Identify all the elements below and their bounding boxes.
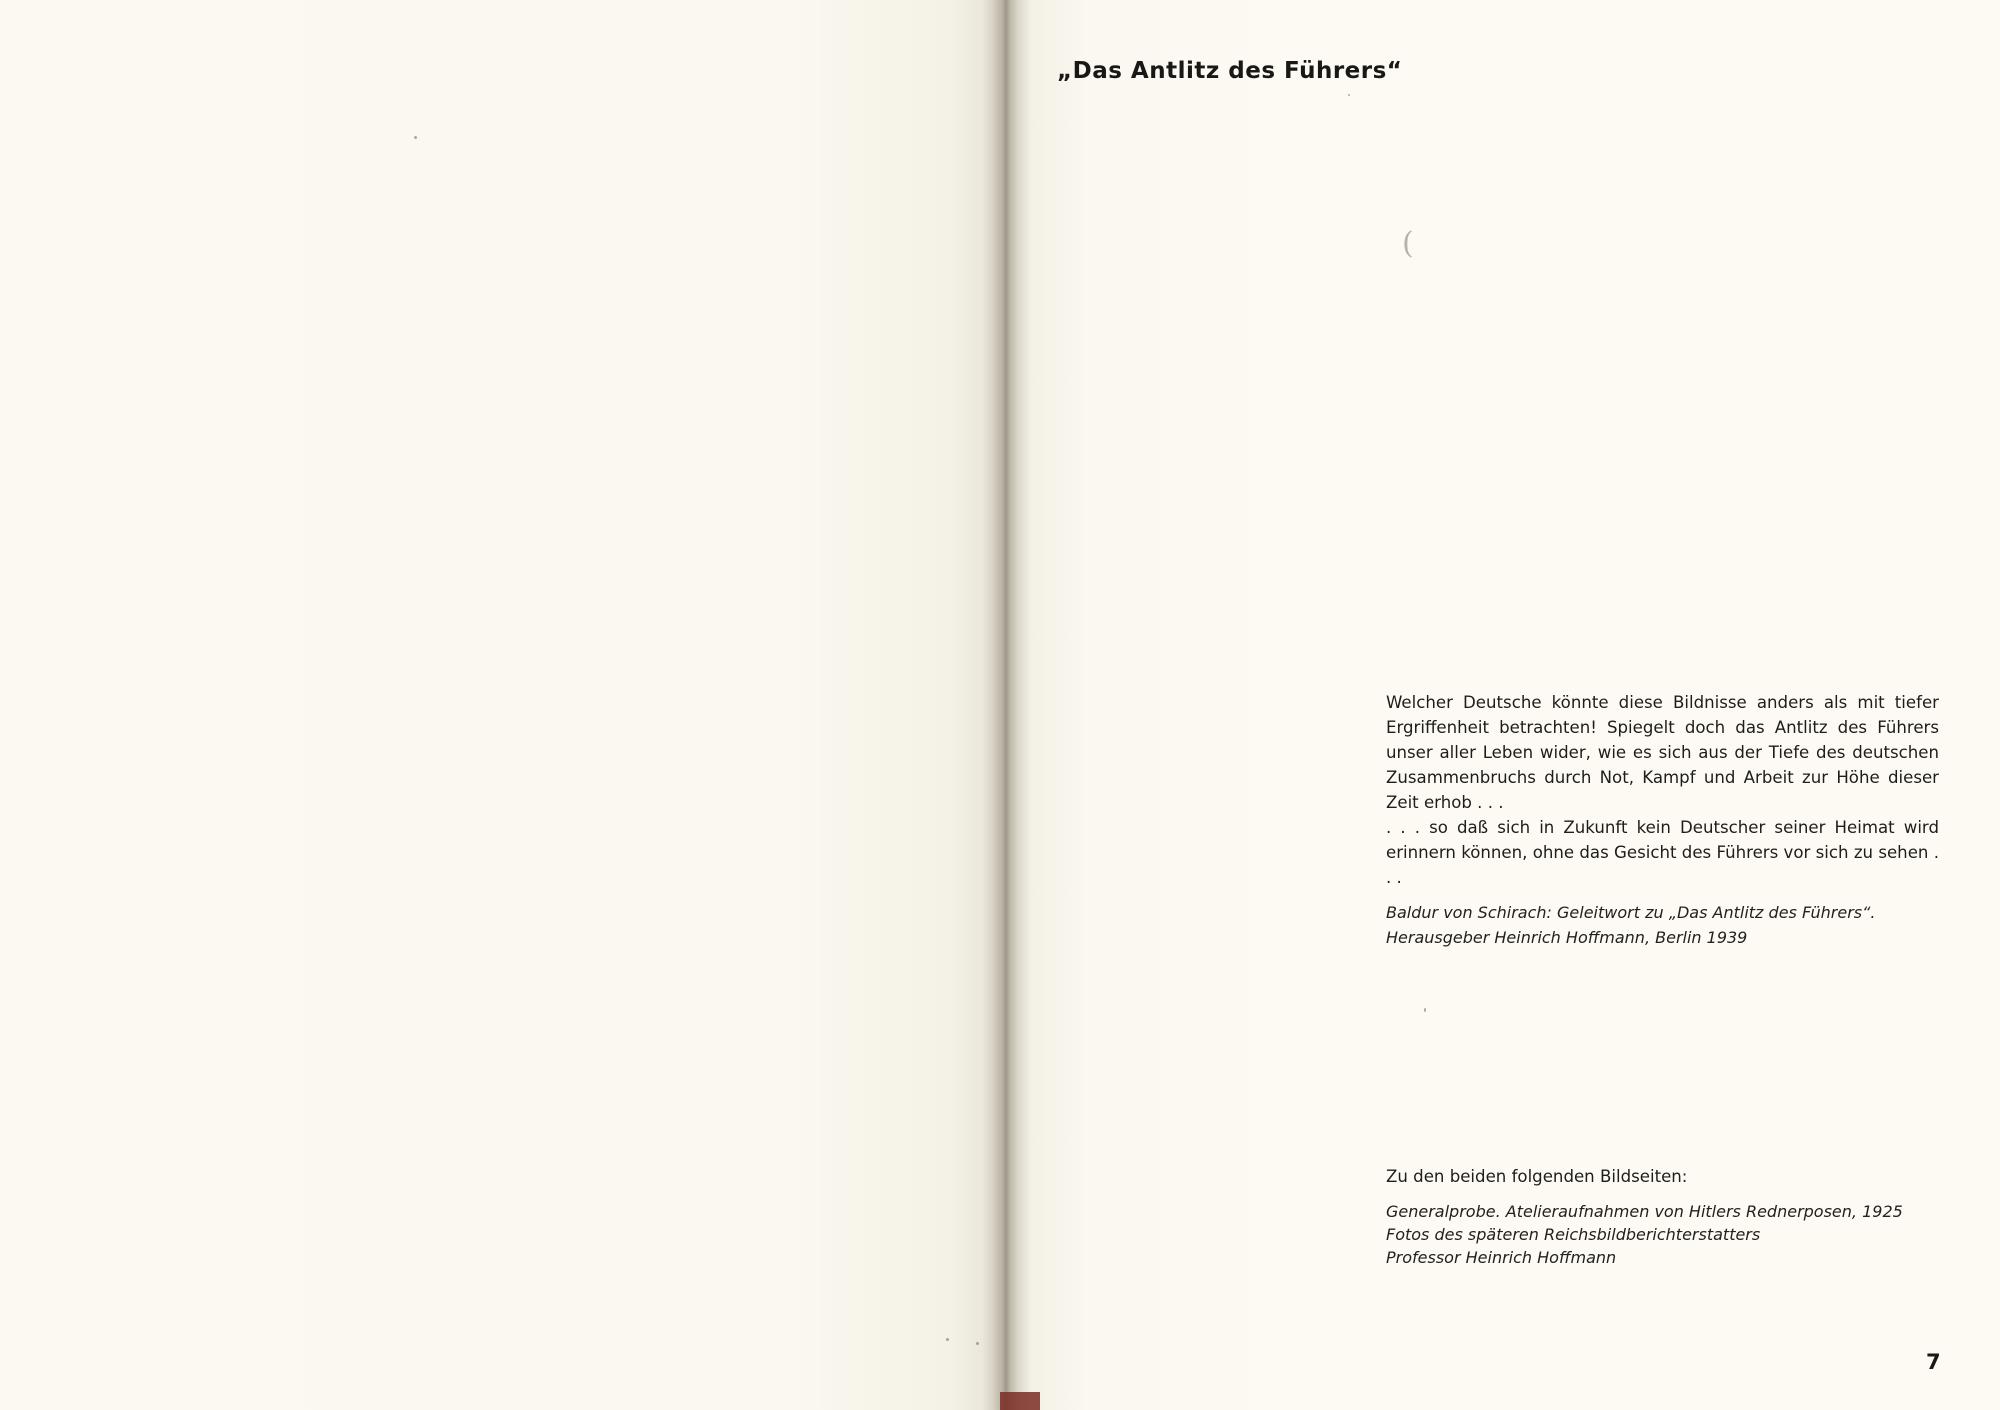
left-page-blank	[0, 0, 990, 1410]
quote-paragraph-2: . . . so daß sich in Zukunft kein Deutscher seiner Heimat wird erinnern können, ohne das Gesicht des Führers vor sich zu sehen . . .	[1386, 818, 1939, 887]
paper-speck	[1348, 94, 1350, 96]
pencil-mark: (	[1402, 226, 1414, 261]
quote-block	[1386, 690, 1939, 950]
quote-source-line-1: Baldur von Schirach: Geleitwort zu „Das Antlitz des Führers“.	[1386, 903, 1876, 922]
quote-source-line-2: Herausgeber Heinrich Hoffmann, Berlin 1939	[1386, 928, 1748, 947]
caption-lines	[1386, 1200, 1939, 1269]
photo-caption-block	[1386, 1164, 1939, 1269]
book-gutter-shadow	[982, 0, 1030, 1410]
caption-line-2: Fotos des späteren Reichsbildberichterstatters	[1386, 1225, 1761, 1244]
paper-speck	[976, 1342, 979, 1345]
spine-edge	[1000, 1392, 1040, 1410]
page-number: 7	[1926, 1350, 1941, 1374]
caption-line-3: Professor Heinrich Hoffmann	[1386, 1248, 1617, 1267]
caption-heading: Zu den beiden folgenden Bildseiten:	[1386, 1167, 1688, 1186]
chapter-title: „Das Antlitz des Führers“	[1057, 58, 1403, 84]
caption-line-1: Generalprobe. Atelieraufnahmen von Hitlers Rednerposen, 1925	[1386, 1202, 1903, 1221]
quote-paragraph-1: Welcher Deutsche könnte diese Bildnisse anders als mit tiefer Ergriffenheit betrachten! Spiegelt doch das Antlitz des Führers unser aller Leben wider, wie es sich aus der Tiefe des deutschen Zusammenbruchs durch Not, Kampf und Arbeit zur Höhe dieser Zeit erhob . . .	[1386, 693, 1939, 812]
paper-speck	[414, 136, 417, 139]
paper-speck	[946, 1338, 949, 1341]
quote-source	[1386, 900, 1939, 950]
paper-speck	[1424, 1008, 1426, 1012]
